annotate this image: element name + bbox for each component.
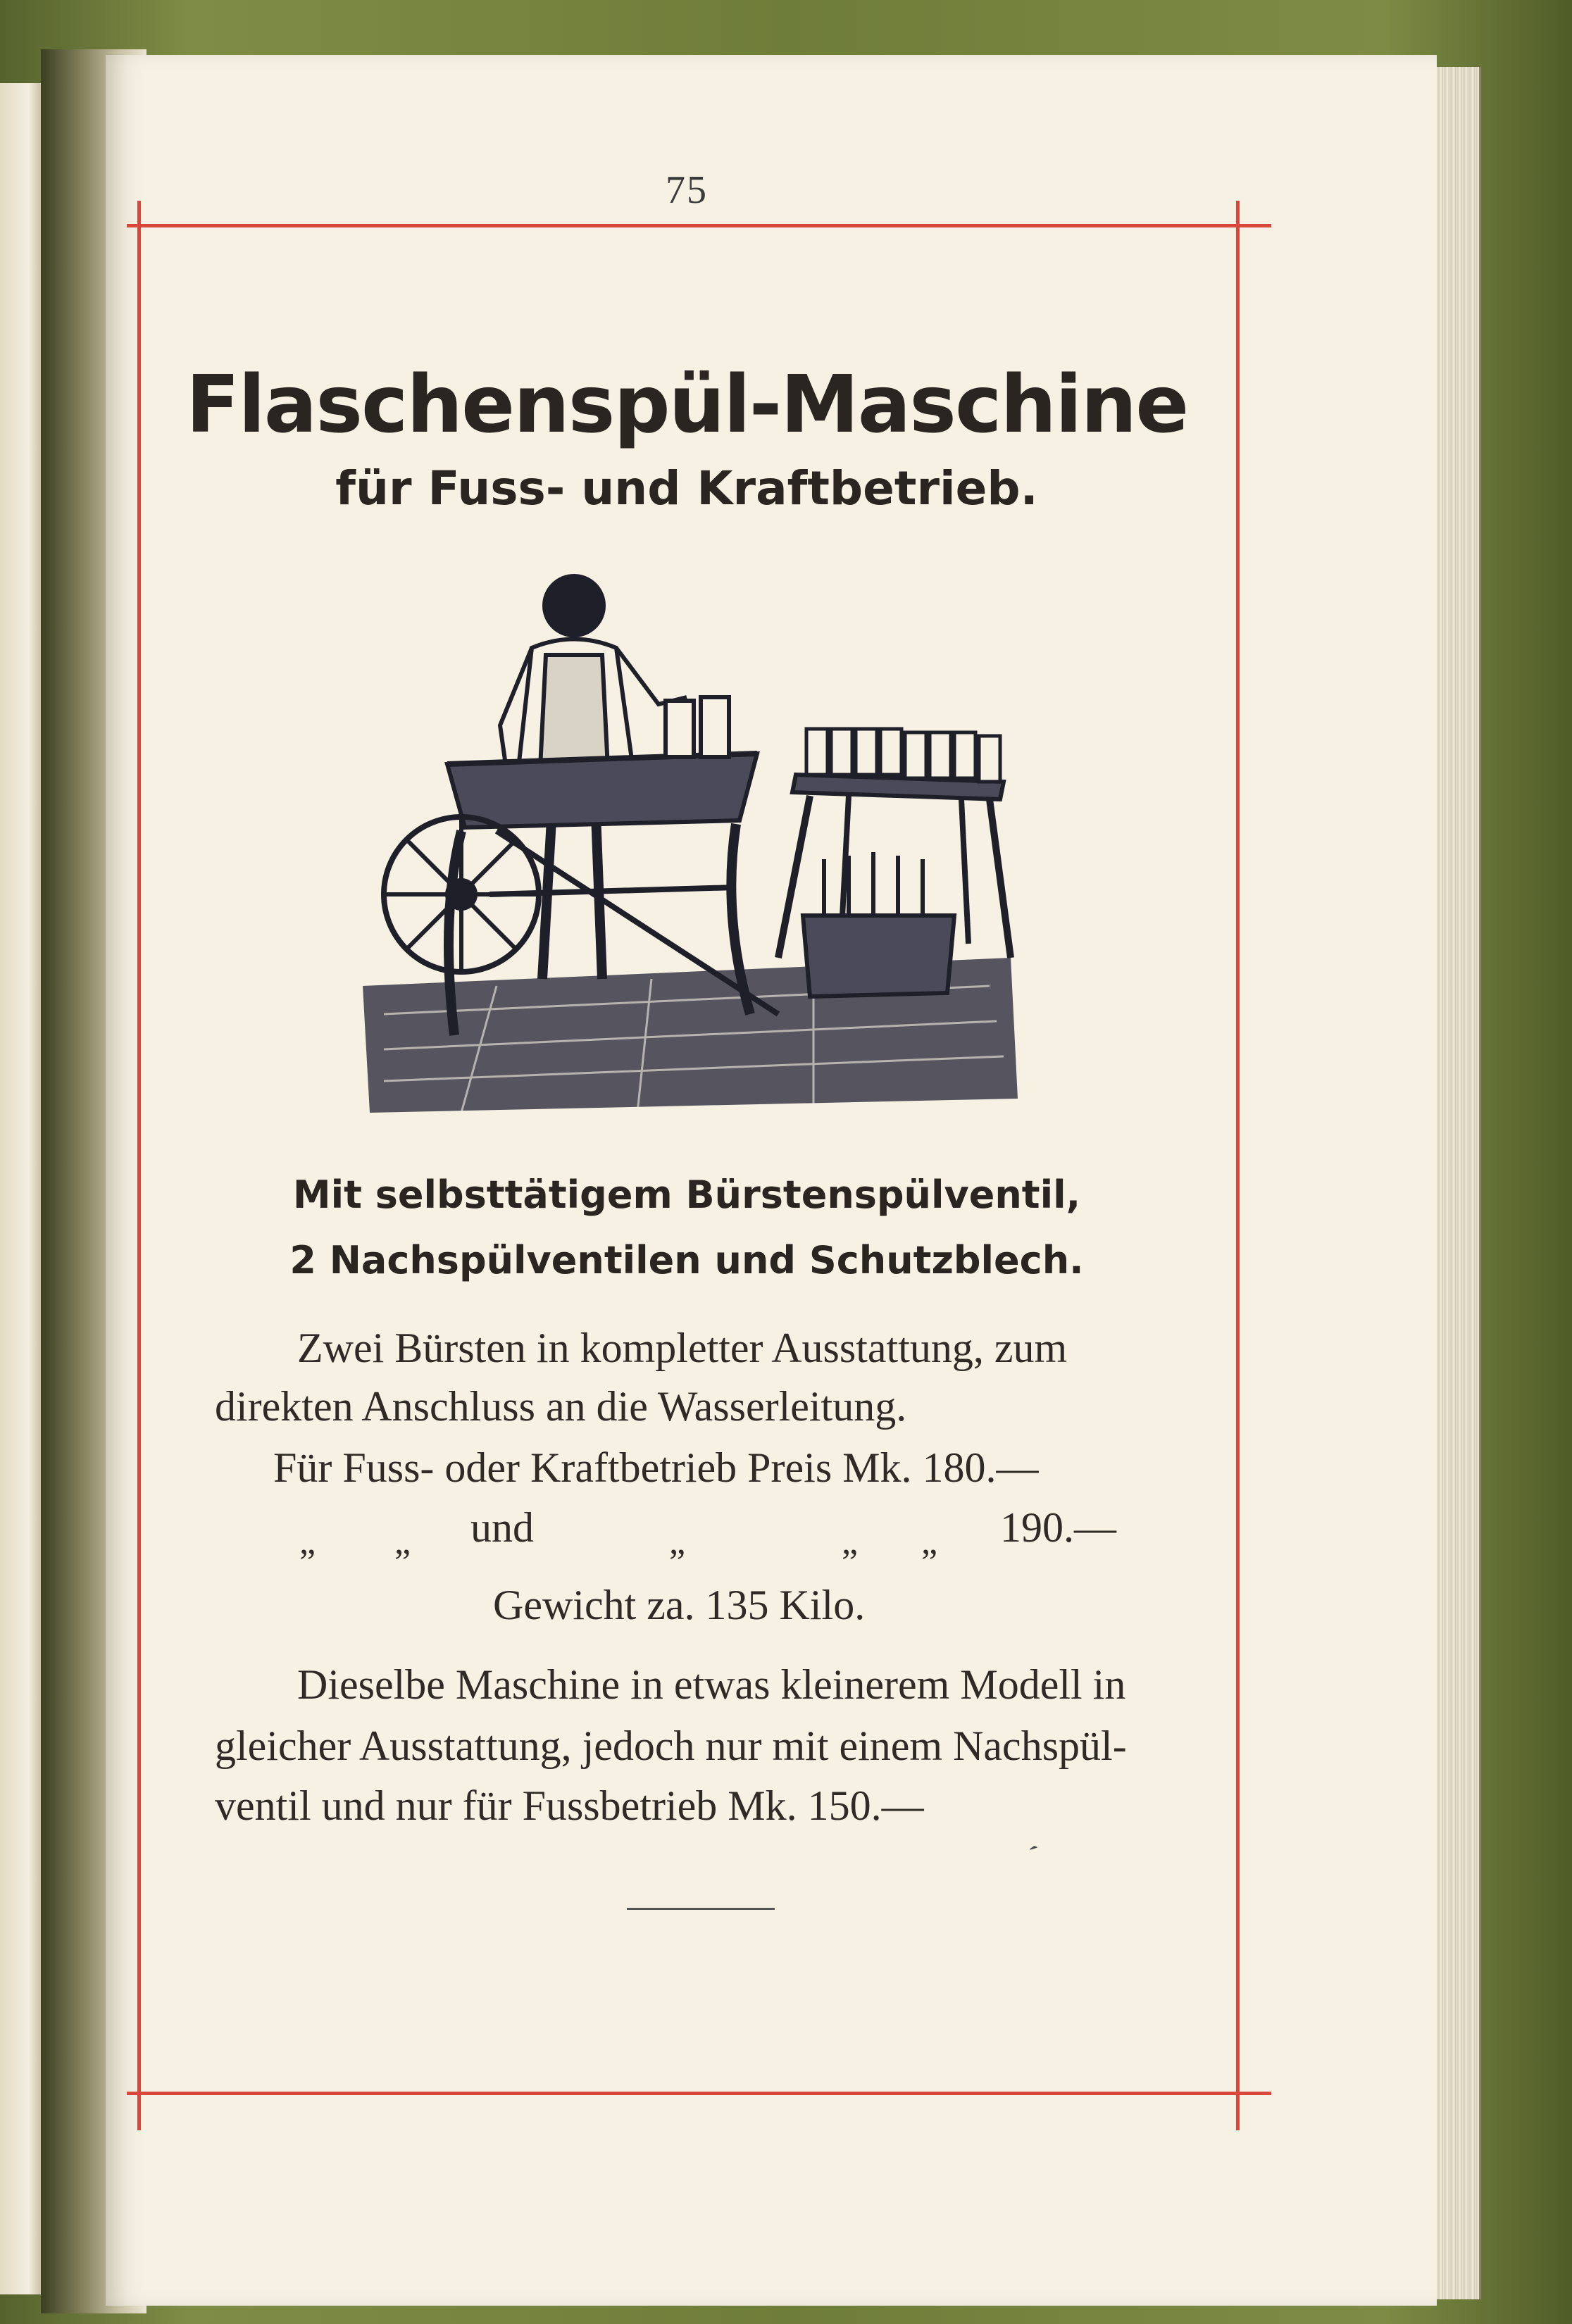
price-row-1: Für Fuss- oder Kraftbetrieb Preis Mk. 180.— [273, 1444, 1039, 1491]
section-divider [627, 1908, 775, 1910]
feature-line-1: Mit selbsttätigem Bürstenspülventil, [292, 1173, 1081, 1217]
ditto-mark-5: „ [921, 1522, 938, 1562]
frame-bottom-line [127, 2092, 1271, 2095]
ditto-mark-1: „ [299, 1522, 316, 1562]
variant-line-1: Dieselbe Maschine in etwas kleinerem Modell in [297, 1661, 1126, 1708]
variant-line-2: gleicher Ausstattung, jedoch nur mit einem Nachspül- [215, 1723, 1127, 1769]
variant-line-3: ventil und nur für Fussbetrieb Mk. 150.— [215, 1782, 924, 1829]
ditto-mark-3: „ [669, 1522, 686, 1562]
price-row-2-price: 190.— [1000, 1504, 1116, 1551]
page-title: Flaschenspül-Maschine [185, 359, 1188, 451]
price-row-2-word: und [470, 1504, 534, 1551]
frame-top-line [127, 224, 1271, 227]
page-number: 75 [666, 168, 708, 212]
bottle-washing-machine-engraving-icon [356, 563, 1025, 1113]
feature-line-2: 2 Nachspülventilen und Schutzblech. [289, 1238, 1084, 1282]
ditto-mark-4: „ [842, 1522, 859, 1562]
description-line-2: direkten Anschluss an die Wasserleitung. [215, 1383, 907, 1430]
weight-line: Gewicht za. 135 Kilo. [493, 1582, 866, 1628]
ditto-mark-2: „ [394, 1522, 411, 1562]
page-subtitle: für Fuss- und Kraftbetrieb. [335, 461, 1038, 516]
description-line-1: Zwei Bürsten in kompletter Ausstattung, zum [297, 1325, 1068, 1371]
pencil-mark: ˊ [1018, 1837, 1042, 1876]
page-edges [1437, 67, 1481, 2299]
